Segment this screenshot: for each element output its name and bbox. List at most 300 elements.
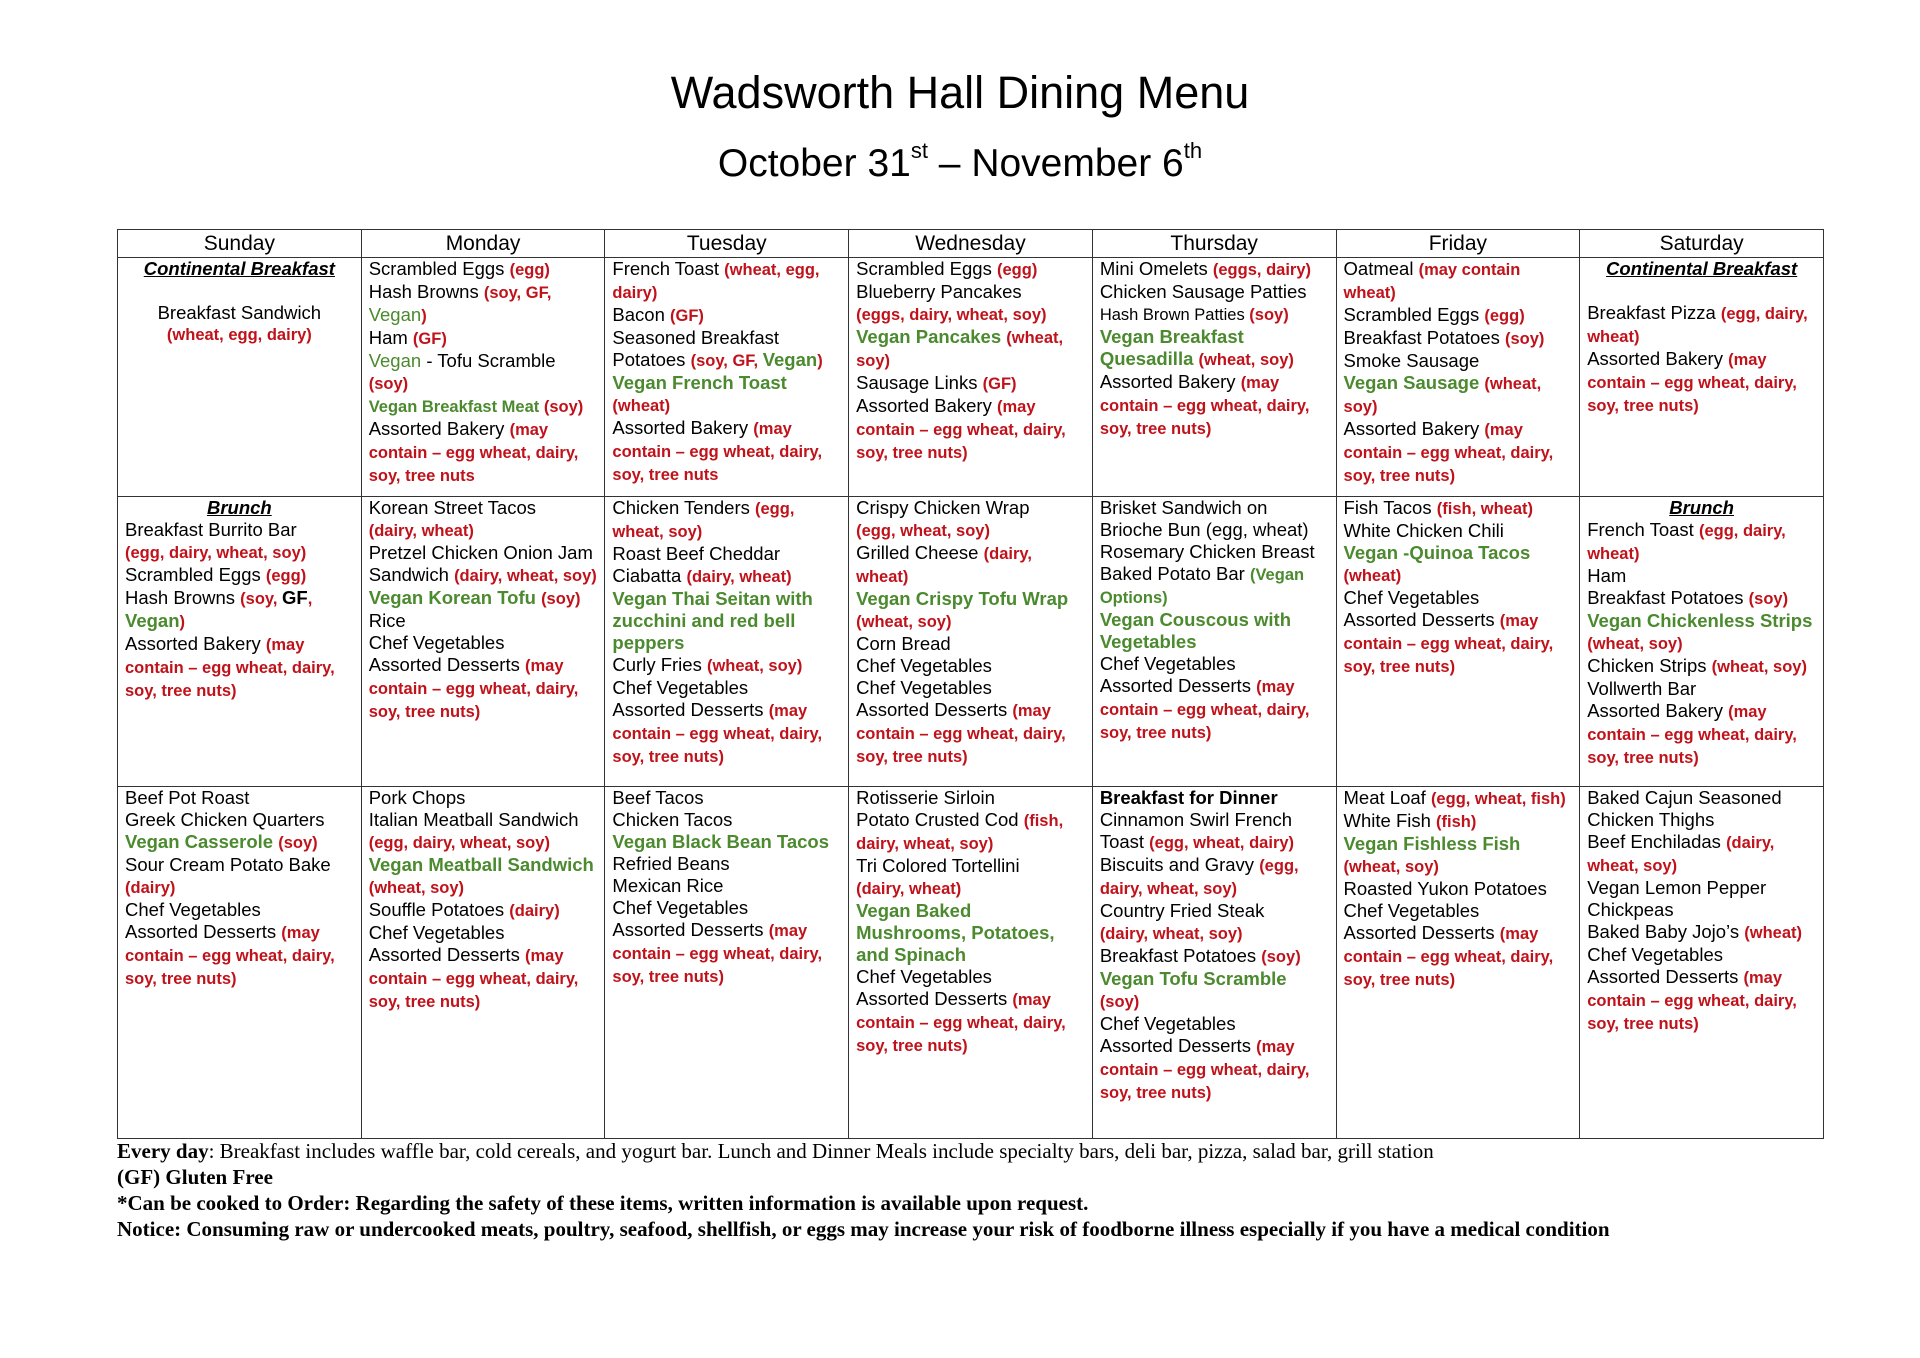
- menu-item: [856, 281, 1085, 303]
- dish-name: Beef Tacos: [612, 787, 704, 808]
- dish-name: Assorted Bakery: [1099, 371, 1241, 392]
- menu-cell-friday-dinner: [1336, 787, 1580, 1139]
- dish-name: Continental Breakfast: [1606, 258, 1798, 279]
- menu-item: [612, 897, 841, 919]
- dish-name: Scrambled Eggs: [125, 564, 266, 585]
- menu-cell-wednesday-breakfast: [849, 258, 1093, 497]
- dish-name: Chef Vegetables: [1587, 944, 1723, 965]
- allergen-note: (may contain – egg wheat, dairy, soy, tree nuts): [368, 947, 579, 1011]
- dish-name: Assorted Desserts: [1587, 966, 1744, 987]
- dish-name: Ham: [1587, 565, 1627, 586]
- allergen-note: (soy,: [240, 590, 283, 608]
- allergen-note: (egg, dairy, wheat, soy): [368, 834, 550, 852]
- menu-item: [369, 519, 598, 542]
- allergen-note: (may contain – egg wheat, dairy, soy, tree nuts): [1343, 925, 1554, 989]
- menu-cell-saturday-dinner: [1580, 787, 1824, 1139]
- menu-item: [1100, 326, 1329, 371]
- dish-name: Assorted Desserts: [1099, 675, 1257, 696]
- dish-name: Vegan Breakfast Meat: [368, 398, 544, 416]
- menu-item: [1100, 563, 1329, 609]
- menu-item: [856, 588, 1085, 633]
- allergen-note: (may contain – egg wheat, dairy, soy, tree nuts): [1587, 703, 1797, 767]
- menu-item: [125, 302, 354, 324]
- date-end-suffix: th: [1183, 138, 1203, 163]
- allergen-note: (fish): [1436, 813, 1477, 831]
- menu-item: [856, 326, 1085, 372]
- dish-name: Vegan Sausage: [1343, 372, 1485, 393]
- menu-item: [612, 677, 841, 699]
- dish-name: Roasted Yukon Potatoes: [1343, 878, 1547, 899]
- allergen-note: (may contain – egg wheat, dairy, soy, tree nuts): [856, 991, 1066, 1055]
- menu-item: [125, 258, 354, 280]
- dish-name: Rice: [368, 610, 406, 631]
- dish-name: Scrambled Eggs: [1343, 304, 1485, 325]
- dish-name: Chef Vegetables: [856, 966, 992, 987]
- dish-name: [125, 280, 354, 302]
- allergen-note: (wheat, soy): [1587, 635, 1683, 653]
- dish-name: Chicken Tacos: [612, 809, 733, 830]
- dish-name: Vegan: [368, 304, 422, 325]
- dish-name: Assorted Desserts: [368, 944, 525, 965]
- dish-name: Korean Street Tacos: [368, 497, 536, 518]
- allergen-note: (eggs, dairy): [1212, 261, 1311, 279]
- menu-item: [856, 497, 1085, 519]
- menu-item: [369, 258, 598, 281]
- menu-body: [118, 258, 1824, 1139]
- allergen-note: (fish, wheat): [1436, 500, 1534, 518]
- allergen-note: (may contain – egg wheat, dairy, soy, tree nuts): [612, 922, 823, 986]
- menu-item: [1100, 497, 1329, 541]
- menu-item: [1587, 966, 1816, 1035]
- allergen-note: (soy, GF,: [690, 352, 763, 370]
- allergen-note: (egg, dairy, wheat): [1587, 305, 1808, 346]
- dish-name: Assorted Desserts: [1099, 1035, 1257, 1056]
- menu-item: [1100, 609, 1329, 653]
- allergen-note: (may contain – egg wheat, dairy, soy, tree nuts): [1099, 1038, 1310, 1102]
- menu-item: [612, 258, 841, 304]
- dish-name: Italian Meatball Sandwich: [368, 809, 579, 830]
- day-header-monday: Monday: [361, 230, 605, 258]
- dish-name: Chef Vegetables: [125, 899, 261, 920]
- menu-item: [125, 787, 354, 809]
- dish-name: Chicken Sausage Patties: [1099, 281, 1307, 302]
- dish-name: Assorted Bakery: [368, 418, 510, 439]
- dish-name: White Fish: [1343, 810, 1437, 831]
- dish-name: Breakfast Pizza: [1587, 302, 1721, 323]
- allergen-note: (dairy, wheat, soy): [1099, 925, 1243, 943]
- allergen-note: (wheat): [1343, 567, 1402, 585]
- menu-item: [1587, 921, 1816, 944]
- dish-name: GF: [282, 587, 308, 608]
- menu-item: [1344, 878, 1573, 900]
- menu-item: [856, 633, 1085, 655]
- dish-name: Breakfast Sandwich: [157, 302, 322, 323]
- dish-name: Breakfast Potatoes: [1099, 945, 1262, 966]
- allergen-note: (soy): [1748, 590, 1789, 608]
- gluten-free-note: (GF) Gluten Free: [117, 1165, 273, 1189]
- menu-item: [1344, 609, 1573, 678]
- dish-name: Hash Browns: [368, 281, 484, 302]
- dish-name: Vegan Tofu Scramble: [1099, 968, 1287, 989]
- menu-item: [1344, 327, 1573, 350]
- menu-cell-tuesday-dinner: [605, 787, 849, 1139]
- menu-item: [369, 809, 598, 854]
- dish-name: Assorted Bakery: [1587, 700, 1729, 721]
- menu-item: [856, 372, 1085, 395]
- allergen-note: (soy): [543, 398, 584, 416]
- allergen-note: (dairy): [509, 902, 560, 920]
- menu-cell-wednesday-lunch: [849, 497, 1093, 787]
- menu-item: [612, 497, 841, 543]
- allergen-note: (GF): [982, 375, 1017, 393]
- menu-item: [1100, 809, 1329, 854]
- dish-name: Assorted Bakery: [612, 417, 754, 438]
- allergen-note: (egg): [996, 261, 1038, 279]
- menu-item: [856, 303, 1085, 326]
- dish-name: Biscuits and Gravy: [1099, 854, 1260, 875]
- menu-item: [125, 633, 354, 702]
- allergen-note: ,: [307, 590, 313, 608]
- dish-name: Fish Tacos: [1343, 497, 1437, 518]
- dish-name: Smoke Sausage: [1343, 350, 1480, 371]
- dish-name: Breakfast for Dinner: [1099, 787, 1278, 808]
- menu-item: [856, 787, 1085, 809]
- dish-name: Cinnamon Swirl French Toast: [1099, 809, 1293, 852]
- menu-item: [369, 418, 598, 487]
- food-safety-notice: Notice: Consuming raw or undercooked meats, poultry, seafood, shellfish, or eggs may increase your risk of foodborne illness especially if you have a medical condition: [117, 1217, 1610, 1241]
- menu-item: [856, 988, 1085, 1057]
- menu-item: [125, 324, 354, 346]
- allergen-note: ): [817, 352, 823, 370]
- menu-item: [1587, 302, 1816, 348]
- allergen-note: (soy): [278, 834, 318, 852]
- dish-name: Brunch: [1669, 497, 1734, 518]
- dish-name: Assorted Bakery: [1587, 348, 1729, 369]
- menu-item: [856, 677, 1085, 699]
- allergen-note: (dairy, wheat): [856, 545, 1032, 586]
- menu-item: [612, 809, 841, 831]
- menu-item: [1100, 675, 1329, 744]
- menu-item: [1587, 831, 1816, 877]
- allergen-note: (dairy, wheat): [686, 568, 792, 586]
- menu-item: [369, 854, 598, 899]
- menu-item: [1344, 833, 1573, 878]
- dish-name: Vegan Fishless Fish: [1343, 833, 1521, 854]
- menu-item: [125, 519, 354, 541]
- dish-name: Vegan -Quinoa Tacos: [1343, 542, 1531, 563]
- menu-item: [1344, 810, 1573, 833]
- menu-item: [1100, 968, 1329, 1013]
- dish-name: Scrambled Eggs: [368, 258, 510, 279]
- menu-cell-thursday-breakfast: [1092, 258, 1336, 497]
- menu-item: [1344, 304, 1573, 327]
- menu-cell-thursday-lunch: [1092, 497, 1336, 787]
- dish-name: Chicken Tenders: [612, 497, 756, 518]
- menu-item: [1587, 258, 1816, 280]
- allergen-note: (may contain – egg wheat, dairy, soy, tree nuts): [1587, 969, 1797, 1033]
- dish-name: Chef Vegetables: [368, 922, 505, 943]
- menu-item: [1587, 787, 1816, 831]
- day-header-row: [118, 230, 1824, 258]
- menu-item: [856, 900, 1085, 966]
- allergen-note: (may contain – egg wheat, dairy, soy, tree nuts): [856, 702, 1066, 766]
- allergen-note: (may contain – egg wheat, dairy, soy, tree nuts): [368, 657, 579, 721]
- day-header-sunday: Sunday: [118, 230, 362, 258]
- allergen-note: ): [179, 613, 185, 631]
- allergen-note: (soy): [1504, 330, 1545, 348]
- allergen-note: (may contain – egg wheat, dairy, soy, tree nuts): [125, 924, 335, 988]
- dish-name: - Tofu Scramble: [421, 350, 556, 371]
- menu-cell-monday-breakfast: [361, 258, 605, 497]
- allergen-note: (egg, wheat, fish): [1430, 790, 1566, 808]
- menu-item: [1587, 565, 1816, 587]
- menu-item: [1344, 520, 1573, 542]
- footer-notes: [117, 1138, 1837, 1242]
- dish-name: Pretzel Chicken Onion Jam Sandwich: [368, 542, 593, 585]
- dish-name: Vegan Lemon Pepper Chickpeas: [1587, 877, 1767, 920]
- menu-item: [1344, 372, 1573, 418]
- dish-name: Assorted Desserts: [1343, 922, 1500, 943]
- dish-name: Vegan Crispy Tofu Wrap: [856, 588, 1069, 609]
- menu-item: [1344, 350, 1573, 372]
- menu-cell-monday-dinner: [361, 787, 605, 1139]
- menu-item: [1587, 700, 1816, 769]
- dish-name: Hash Browns: [125, 587, 241, 608]
- allergen-note: (may contain – egg wheat, dairy, soy, tree nuts): [612, 702, 823, 766]
- dish-name: Scrambled Eggs: [856, 258, 997, 279]
- menu-item: [1344, 922, 1573, 991]
- dish-name: Mexican Rice: [612, 875, 724, 896]
- date-separator: – November 6: [927, 142, 1184, 185]
- date-range: [0, 138, 1920, 185]
- dish-name: Chef Vegetables: [1099, 1013, 1236, 1034]
- menu-cell-wednesday-dinner: [849, 787, 1093, 1139]
- menu-item: [856, 809, 1085, 855]
- dish-name: Vegan Korean Tofu: [368, 587, 542, 608]
- menu-item: [1100, 371, 1329, 440]
- menu-item: [612, 543, 841, 588]
- dish-name: Rotisserie Sirloin: [856, 787, 995, 808]
- menu-item: [1587, 497, 1816, 519]
- allergen-note: (wheat, soy): [1343, 375, 1542, 416]
- menu-item: [369, 787, 598, 809]
- dish-name: Assorted Desserts: [612, 699, 769, 720]
- allergen-note: (GF): [412, 330, 447, 348]
- meal-row-lunch: [118, 497, 1824, 787]
- allergen-note: (soy): [368, 375, 409, 393]
- menu-item: [612, 372, 841, 417]
- menu-item: [369, 350, 598, 395]
- menu-item: [1100, 303, 1329, 326]
- menu-item: [1100, 653, 1329, 675]
- dish-name: Crispy Chicken Wrap: [856, 497, 1030, 518]
- dish-name: Chef Vegetables: [612, 677, 749, 698]
- dish-name: Vollwerth Bar: [1587, 678, 1697, 699]
- allergen-note: (fish, dairy, wheat, soy): [856, 812, 1064, 853]
- dish-name: Continental Breakfast: [143, 258, 335, 279]
- allergen-note: (egg, dairy, wheat, soy): [125, 544, 307, 562]
- menu-item: [369, 654, 598, 723]
- menu-item: [856, 877, 1085, 900]
- date-start: October 31: [717, 142, 911, 185]
- dish-name: Vegan: [368, 350, 422, 371]
- dish-name: Vegan Breakfast Quesadilla: [1099, 326, 1244, 369]
- menu-item: [856, 258, 1085, 281]
- allergen-note: (wheat): [1744, 924, 1802, 942]
- allergen-note: (wheat, soy): [1711, 658, 1807, 676]
- dish-name: Assorted Desserts: [856, 699, 1013, 720]
- dish-name: Vegan Pancakes: [856, 326, 1007, 347]
- dish-name: Souffle Potatoes: [368, 899, 510, 920]
- dish-name: Chef Vegetables: [1343, 587, 1480, 608]
- allergen-note: (wheat): [612, 397, 671, 415]
- allergen-note: (wheat, egg, dairy): [612, 261, 820, 302]
- dish-name: Assorted Desserts: [856, 988, 1013, 1009]
- allergen-note: (egg): [509, 261, 550, 279]
- dish-name: Mini Omelets: [1099, 258, 1213, 279]
- allergen-note: (egg, dairy, wheat): [1587, 522, 1786, 563]
- dish-name: Sour Cream Potato Bake: [125, 854, 331, 875]
- menu-cell-saturday-breakfast: [1580, 258, 1824, 497]
- dish-name: Blueberry Pancakes: [856, 281, 1022, 302]
- day-header-friday: Friday: [1336, 230, 1580, 258]
- menu-item: [612, 327, 841, 372]
- menu-item: [856, 519, 1085, 542]
- dish-name: Vegan Meatball Sandwich: [368, 854, 594, 875]
- cooked-to-order-note: *Can be cooked to Order: Regarding the safety of these items, written information is available upon request.: [117, 1191, 1089, 1215]
- day-header-saturday: Saturday: [1580, 230, 1824, 258]
- menu-item: [125, 899, 354, 921]
- menu-item: [1100, 854, 1329, 900]
- allergen-note: (dairy): [125, 879, 176, 897]
- menu-item: [369, 944, 598, 1013]
- dish-name: Assorted Bakery: [1343, 418, 1485, 439]
- allergen-note: (wheat, soy): [1198, 351, 1294, 369]
- allergen-note: (soy): [1249, 306, 1289, 324]
- menu-cell-sunday-dinner: [118, 787, 362, 1139]
- dish-name: Assorted Desserts: [1343, 609, 1500, 630]
- dish-name: Meat Loaf: [1343, 787, 1431, 808]
- allergen-note: (egg, wheat, soy): [856, 522, 990, 540]
- dish-name: Chef Vegetables: [856, 677, 992, 698]
- allergen-note: (may contain – egg wheat, dairy, soy, tree nuts): [1099, 678, 1310, 742]
- menu-cell-sunday-breakfast: [118, 258, 362, 497]
- menu-cell-friday-breakfast: [1336, 258, 1580, 497]
- dish-name: Vegan Casserole: [125, 831, 279, 852]
- dish-name: Roast Beef Cheddar Ciabatta: [612, 543, 781, 586]
- dish-name: Tri Colored Tortellini: [856, 855, 1020, 876]
- menu-item: [612, 588, 841, 654]
- dish-name: Vegan French Toast: [612, 372, 787, 393]
- dish-name: Country Fried Steak: [1099, 900, 1265, 921]
- dish-name: Rosemary Chicken Breast: [1099, 541, 1315, 562]
- menu-cell-sunday-lunch: [118, 497, 362, 787]
- menu-item: [612, 831, 841, 853]
- dish-name: White Chicken Chili: [1343, 520, 1504, 541]
- allergen-note: (wheat, soy): [856, 329, 1064, 370]
- dish-name: Hash Brown Patties: [1099, 306, 1250, 324]
- dish-name: Breakfast Burrito Bar: [125, 519, 297, 540]
- allergen-note: (egg, wheat, dairy): [1149, 834, 1295, 852]
- menu-item: [856, 966, 1085, 988]
- everyday-note: [117, 1138, 1837, 1164]
- dish-name: Chef Vegetables: [1343, 900, 1480, 921]
- dish-name: Vegan Couscous with Vegetables: [1099, 609, 1292, 652]
- dish-name: Vegan Chickenless Strips: [1587, 610, 1813, 631]
- dish-name: Vegan Black Bean Tacos: [612, 831, 830, 852]
- allergen-note: (eggs, dairy, wheat, soy): [856, 306, 1047, 324]
- menu-item: [856, 542, 1085, 588]
- allergen-note: (may contain – egg wheat, dairy, soy, tree nuts): [125, 636, 335, 700]
- allergen-note: (soy): [541, 590, 581, 608]
- allergen-note: (dairy, wheat): [368, 522, 474, 540]
- menu-item: [369, 922, 598, 944]
- menu-item: [125, 497, 354, 519]
- menu-item: [125, 854, 354, 899]
- menu-item: [856, 655, 1085, 677]
- menu-item: [612, 919, 841, 988]
- menu-item: [125, 831, 354, 854]
- allergen-note: (wheat, soy): [706, 657, 803, 675]
- menu-item: [1344, 497, 1573, 520]
- dish-name: Breakfast Potatoes: [1587, 587, 1749, 608]
- allergen-note: (egg): [265, 567, 307, 585]
- menu-cell-monday-lunch: [361, 497, 605, 787]
- allergen-note: (soy, GF,: [483, 284, 552, 302]
- menu-item: [369, 542, 598, 587]
- dish-name: Assorted Desserts: [368, 654, 525, 675]
- dish-name: (Vegan Options): [1099, 566, 1305, 607]
- menu-item: [369, 395, 598, 418]
- allergen-note: ): [421, 307, 427, 325]
- menu-cell-saturday-lunch: [1580, 497, 1824, 787]
- allergen-note: (egg, dairy, wheat, soy): [1099, 857, 1299, 898]
- menu-item: [612, 699, 841, 768]
- dish-name: French Toast: [1587, 519, 1699, 540]
- day-header-tuesday: Tuesday: [605, 230, 849, 258]
- dish-name: French Toast: [612, 258, 725, 279]
- menu-item: [1100, 1013, 1329, 1035]
- menu-item: [1100, 541, 1329, 563]
- allergen-note: (wheat, soy): [1343, 858, 1439, 876]
- menu-item: [1100, 945, 1329, 968]
- menu-cell-tuesday-breakfast: [605, 258, 849, 497]
- menu-item: [1100, 258, 1329, 281]
- allergen-note: (dairy, wheat, soy): [454, 567, 597, 585]
- menu-item: [369, 327, 598, 350]
- menu-item: [1587, 348, 1816, 417]
- menu-item: [856, 699, 1085, 768]
- menu-item: [125, 564, 354, 587]
- menu-item: [1100, 900, 1329, 922]
- dish-name: Vegan Baked Mushrooms, Potatoes, and Spinach: [856, 900, 1055, 965]
- day-header-wednesday: Wednesday: [849, 230, 1093, 258]
- menu-item: [1100, 922, 1329, 945]
- dish-name: Assorted Bakery: [125, 633, 266, 654]
- menu-item: [369, 497, 598, 519]
- menu-item: [1100, 787, 1329, 809]
- dish-name: Breakfast Potatoes: [1343, 327, 1505, 348]
- allergen-note: (egg, wheat, soy): [612, 500, 795, 541]
- dish-name: Refried Beans: [612, 853, 730, 874]
- menu-item: [612, 875, 841, 897]
- menu-item: [1100, 1035, 1329, 1104]
- dish-name: Chef Vegetables: [856, 655, 992, 676]
- menu-item: [612, 787, 841, 809]
- allergen-note: (GF): [670, 307, 704, 325]
- dish-name: Assorted Desserts: [125, 921, 282, 942]
- dish-name: [1587, 280, 1816, 302]
